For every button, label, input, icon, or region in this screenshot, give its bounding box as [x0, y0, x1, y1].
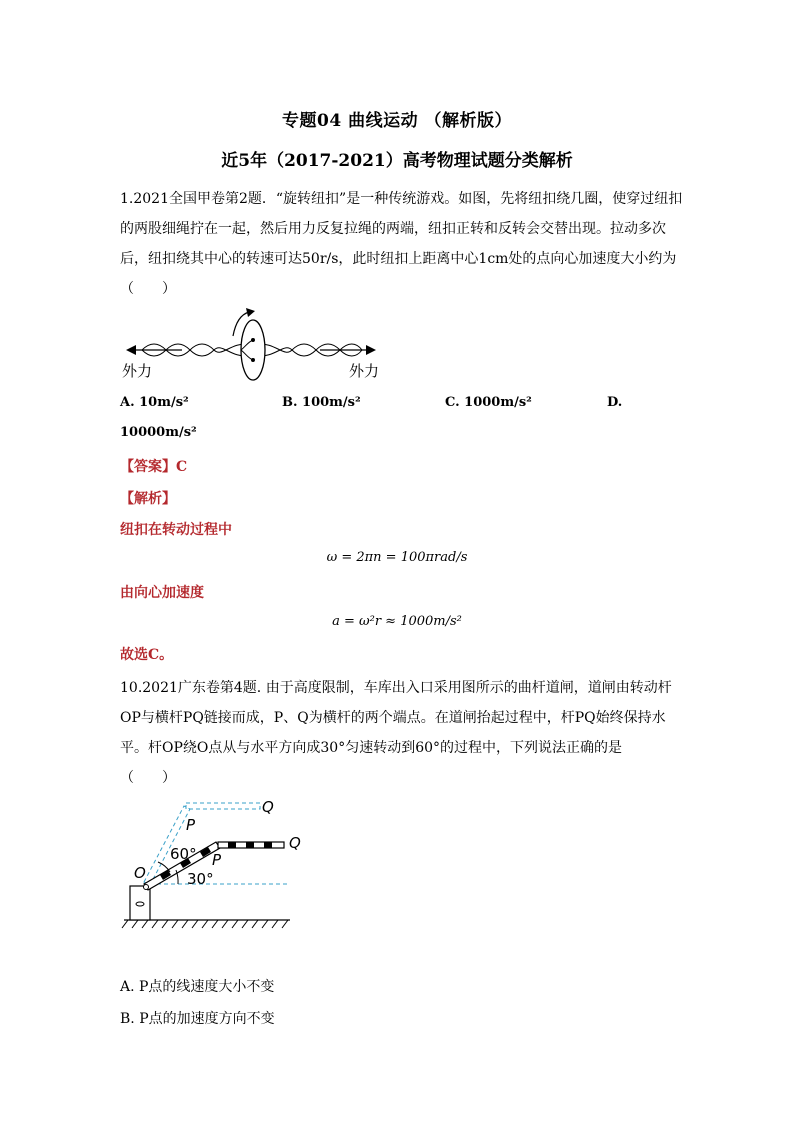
- ground-hatching: [122, 920, 288, 928]
- conclusion: 故选C。: [120, 647, 174, 663]
- option-d-value: 10000m/s²: [120, 425, 197, 440]
- label-P-raised: P: [186, 816, 196, 834]
- analysis-heading: 【解析】: [120, 491, 176, 507]
- analysis-line-2: 由向心加速度: [120, 585, 204, 601]
- page-subtitle: 近5年（2017-2021）高考物理试题分类解析: [221, 151, 573, 171]
- rotation-arrow-head: [246, 308, 255, 317]
- force-label-left: 外力: [122, 362, 153, 380]
- pivot-O: [144, 885, 149, 890]
- option-d: D.: [607, 395, 623, 410]
- gate-base: [130, 886, 150, 920]
- analysis-line-1: 纽扣在转动过程中: [120, 522, 232, 538]
- question-1-stem: 1.2021全国甲卷第2题．“旋转纽扣”是一种传统游戏。如图，先将纽扣绕几圈，使穿过纽扣的两股细绳拧在一起，然后用力反复拉绳的两端，纽扣正转和反转会交替出现。拉动多次后，纽扣绕其中心的转速可达50r/s，此时纽扣上距离中心1cm处的点向心加速度大小约为（ ）: [120, 191, 683, 297]
- angle-label-30: 30°: [187, 870, 214, 888]
- option-c: C. 1000m/s²: [445, 395, 532, 410]
- label-P: P: [212, 851, 222, 869]
- label-Q-raised: Q: [262, 798, 274, 816]
- question-10-option-b: B. P点的加速度方向不变: [120, 1011, 275, 1027]
- crossbar-stripes: [228, 842, 272, 848]
- formula-centripetal-acceleration: a = ω²r ≈ 1000m/s²: [332, 614, 462, 629]
- option-a: A. 10m/s²: [120, 395, 189, 410]
- option-b: B. 100m/s²: [282, 395, 361, 410]
- label-O: O: [134, 864, 146, 882]
- question-10-bracket: （ ）: [120, 770, 176, 786]
- question-10-option-a: A. P点的线速度大小不变: [120, 979, 275, 995]
- formula-angular-velocity: ω = 2πn = 100πrad/s: [326, 550, 468, 565]
- label-Q: Q: [289, 834, 301, 852]
- left-arrow-head: [126, 345, 136, 355]
- question-10-stem: 10.2021广东卷第4题. 由于高度限制，车库出入口采用图所示的曲杆道闸，道闸由转动杆OP与横杆PQ链接而成，P、Q为横杆的两个端点。在道闸抬起过程中，杆PQ始终保持水平。杆OP绕O点从与水平方向成30°匀速转动到60°的过程中，下列说法正确的是: [120, 680, 672, 756]
- right-arrow-head: [366, 345, 376, 355]
- page-title: 专题04 曲线运动 （解析版）: [282, 111, 512, 131]
- angle-label-60: 60°: [170, 845, 197, 863]
- force-label-right: 外力: [349, 362, 380, 380]
- button-disc: [241, 320, 265, 380]
- answer-label: 【答案】C: [120, 459, 188, 475]
